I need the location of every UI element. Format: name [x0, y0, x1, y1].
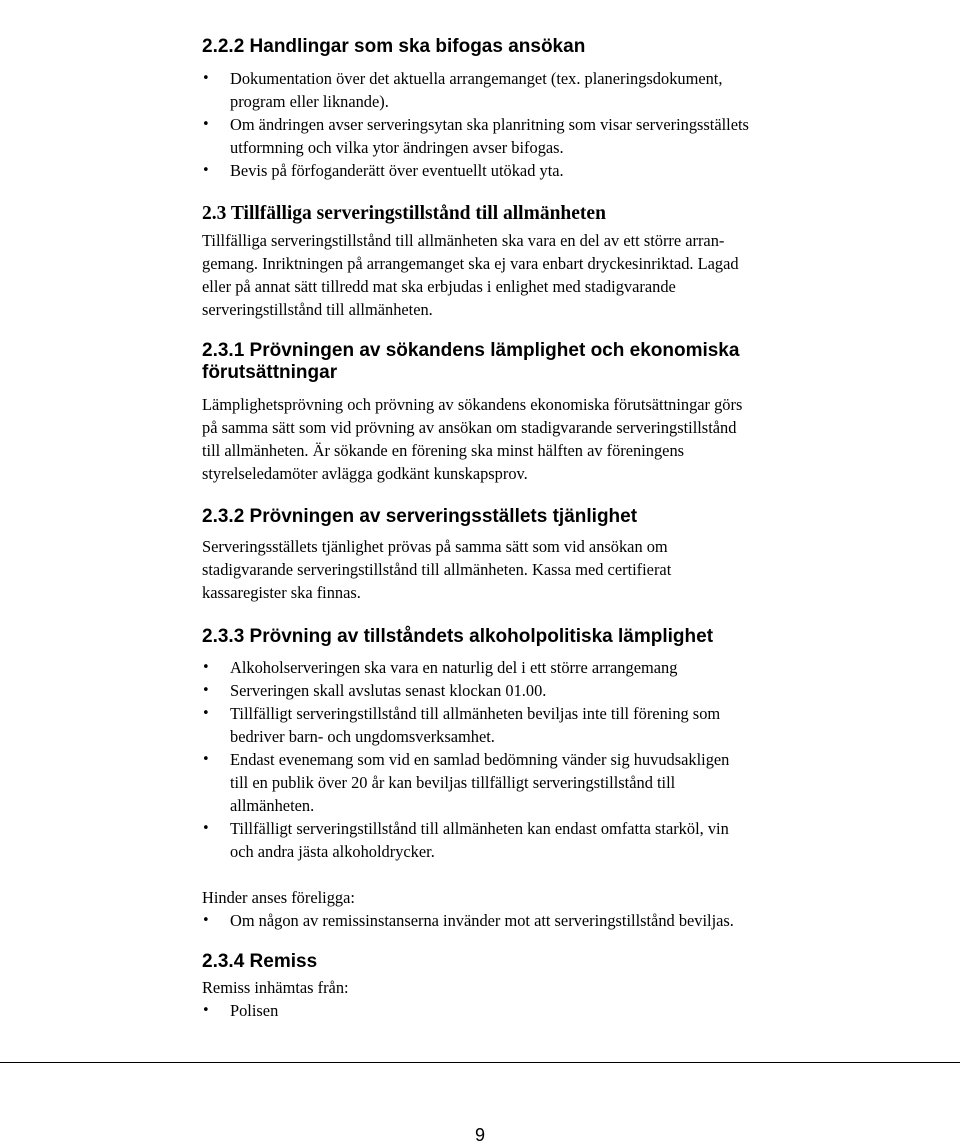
bulleted-list-attachments: [202, 67, 862, 182]
bullet-icon: •: [202, 1003, 210, 1018]
bullet-icon: •: [202, 913, 210, 928]
bulleted-list-remiss: [202, 999, 862, 1022]
footer-divider: [0, 1062, 960, 1063]
list-item: • Endast evenemang som vid en samlad bedömning vänder sig huvudsakligen till en publik över 20 år kan beviljas tillfälligt serveringstillstånd till allmänheten.: [202, 750, 730, 815]
paragraph-2-3: Tillfälliga serveringstillstånd till allmänheten ska vara en del av ett större arran- gemang. Inriktningen på arrangemanget ska ej vara enbart dryckesinriktad. Lagad eller på annat sätt tillredd mat ska erbjudas i enlighet med stadigvarande serveringstillstånd till allmänheten.: [202, 231, 739, 319]
list-item: • Bevis på förfoganderätt över eventuellt utökad yta.: [202, 161, 564, 180]
paragraph-2-3-1: Lämplighetsprövning och prövning av sökandens ekonomiska förutsättningar görs på samma sätt som vid prövning av ansökan om stadigvarande serveringstillstånd till allmänheten. Är sökande en förening ska minst hälften av föreningens styrelseledamöter avlägga godkänt kunskapsprov.: [202, 395, 743, 483]
paragraph-2-3-2: Serveringsställets tjänlighet prövas på samma sätt som vid ansökan om stadigvarande serveringstillstånd till allmänheten. Kassa med certifierat kassaregister ska finnas.: [202, 537, 672, 602]
bullet-icon: •: [202, 163, 210, 178]
list-item: • Om någon av remissinstanserna invänder mot att serveringstillstånd beviljas.: [202, 911, 734, 930]
bullet-icon: •: [202, 117, 210, 132]
list-item: • Serveringen skall avslutas senast klockan 01.00.: [202, 681, 547, 700]
page-number: 9: [474, 1125, 485, 1145]
bullet-icon: •: [202, 71, 210, 86]
heading-2-3-3: 2.3.3 Prövning av tillståndets alkoholpolitiska lämplighet: [202, 626, 714, 647]
heading-2-2-2: 2.2.2 Handlingar som ska bifogas ansökan: [202, 36, 586, 57]
list-item: • Alkoholserveringen ska vara en naturlig del i ett större arrangemang: [202, 658, 678, 677]
bullet-icon: •: [202, 683, 210, 698]
document-body: [202, 36, 862, 1022]
heading-2-3-1: 2.3.1 Prövningen av sökandens lämplighet och ekonomiska förutsättningar: [202, 340, 740, 383]
bulleted-list-hinder: [202, 909, 862, 932]
list-item: • Tillfälligt serveringstillstånd till allmänheten kan endast omfatta starköl, vin och andra jästa alkoholdrycker.: [202, 819, 729, 861]
heading-2-3-4: 2.3.4 Remiss: [202, 951, 318, 972]
remiss-intro: Remiss inhämtas från:: [202, 978, 349, 997]
list-item: • Om ändringen avser serveringsytan ska planritning som visar serveringsställets utformning och vilka ytor ändringen avser bifogas.: [202, 115, 749, 157]
bullet-icon: •: [202, 752, 210, 767]
list-item: • Dokumentation över det aktuella arrangemanget (tex. planeringsdokument, program eller liknande).: [202, 69, 723, 111]
bullet-icon: •: [202, 660, 210, 675]
heading-2-3: 2.3 Tillfälliga serveringstillstånd till allmänheten: [202, 203, 606, 224]
list-item: • Tillfälligt serveringstillstånd till allmänheten beviljas inte till förening som bedriver barn- och ungdomsverksamhet.: [202, 704, 721, 746]
bullet-icon: •: [202, 821, 210, 836]
hinder-label: Hinder anses föreligga:: [202, 888, 355, 907]
bulleted-list-alcohol-policy: [202, 656, 862, 863]
list-item: • Polisen: [202, 1001, 279, 1020]
bullet-icon: •: [202, 706, 210, 721]
heading-2-3-2: 2.3.2 Prövningen av serveringsställets tjänlighet: [202, 506, 638, 527]
